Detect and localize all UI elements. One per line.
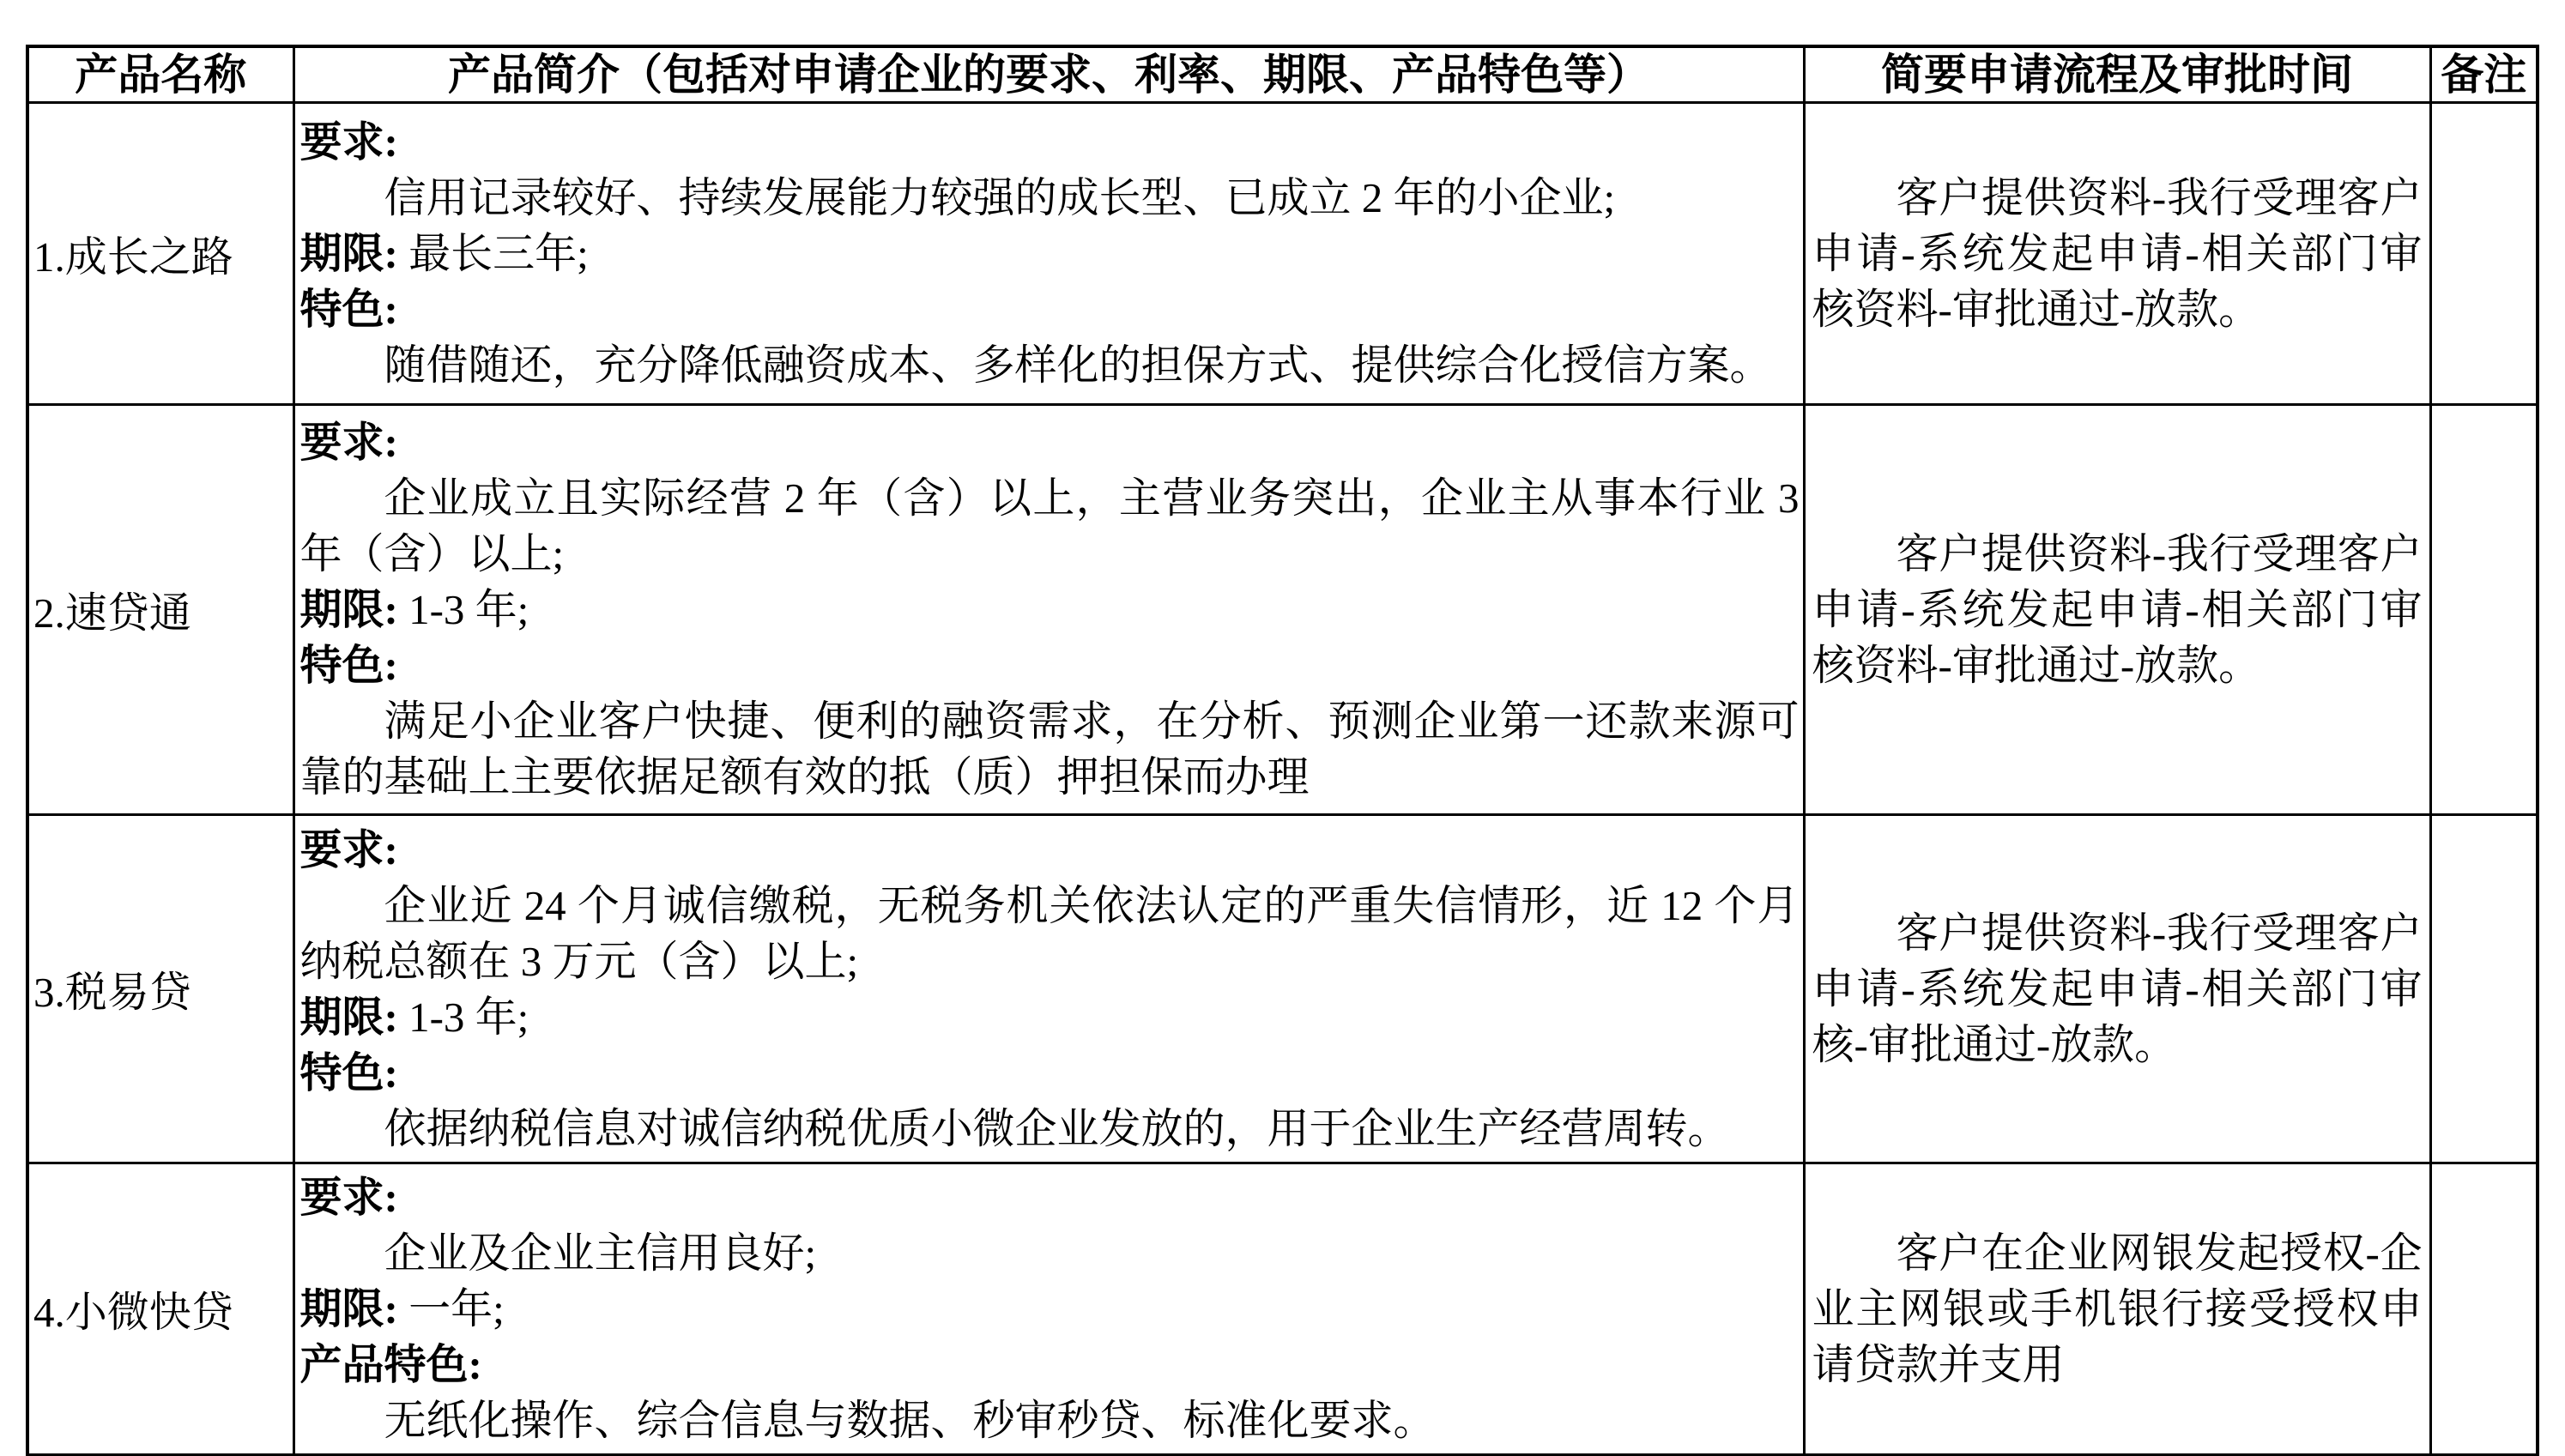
product-intro-cell bbox=[293, 815, 1804, 1163]
intro-line bbox=[300, 1169, 1800, 1225]
product-intro-cell bbox=[293, 1163, 1804, 1456]
product-intro-cell bbox=[293, 405, 1804, 815]
product-intro-cell bbox=[293, 103, 1804, 405]
intro-line bbox=[300, 114, 1800, 170]
process-text: 客户在企业网银发起授权-企业主网银或手机银行接受授权申请贷款并支用 bbox=[1812, 1229, 2423, 1388]
header-product-intro: 产品简介（包括对申请企业的要求、利率、期限、产品特色等） bbox=[293, 46, 1804, 103]
process-cell bbox=[1804, 103, 2430, 405]
intro-label: 产品特色: bbox=[299, 1341, 482, 1388]
product-name-cell: 3.税易贷 bbox=[27, 815, 293, 1163]
intro-line: 企业成立且实际经营 2 年（含）以上，主营业务突出，企业主从事本行业 3 年（含）以上; bbox=[299, 474, 1800, 577]
loan-products-table bbox=[26, 45, 2539, 1456]
remark-cell bbox=[2430, 815, 2538, 1163]
table-row bbox=[27, 103, 2538, 405]
intro-line: 企业近 24 个月诚信缴税，无税务机关依法认定的严重失信情形，近 12 个月纳税总额在 3 万元（含）以上; bbox=[299, 881, 1800, 985]
intro-line bbox=[300, 1337, 1800, 1393]
intro-line: 无纸化操作、综合信息与数据、秒审秒贷、标准化要求。 bbox=[384, 1397, 1436, 1444]
process-cell bbox=[1804, 815, 2430, 1163]
intro-label: 要求: bbox=[299, 825, 398, 873]
remark-cell bbox=[2430, 1163, 2538, 1456]
header-process: 简要申请流程及审批时间 bbox=[1804, 46, 2430, 103]
intro-label: 要求: bbox=[299, 1174, 398, 1221]
intro-label: 特色: bbox=[299, 642, 398, 689]
intro-line bbox=[300, 414, 1800, 470]
intro-label: 要求: bbox=[299, 118, 398, 166]
header-product-name: 产品名称 bbox=[27, 46, 293, 103]
process-cell bbox=[1804, 1163, 2430, 1456]
intro-line: 满足小企业客户快捷、便利的融资需求，在分析、预测企业第一还款来源可靠的基础上主要依据足额有效的抵（质）押担保而办理 bbox=[299, 698, 1800, 800]
intro-label: 期限: bbox=[299, 1285, 398, 1332]
intro-line bbox=[300, 1045, 1800, 1101]
intro-label: 特色: bbox=[299, 286, 398, 333]
intro-label: 期限: bbox=[299, 993, 398, 1041]
intro-line: 期限: 最长三年; bbox=[299, 230, 589, 277]
process-text: 客户提供资料-我行受理客户申请-系统发起申请-相关部门审核资料-审批通过-放款。 bbox=[1812, 174, 2423, 333]
intro-line: 信用记录较好、持续发展能力较强的成长型、已成立 2 年的小企业; bbox=[384, 174, 1616, 221]
process-text: 客户提供资料-我行受理客户申请-系统发起申请-相关部门审核-审批通过-放款。 bbox=[1812, 909, 2423, 1068]
table-row bbox=[27, 1163, 2538, 1456]
header-row bbox=[27, 46, 2538, 103]
intro-label: 要求: bbox=[299, 419, 398, 466]
remark-cell bbox=[2430, 405, 2538, 815]
intro-label: 期限: bbox=[299, 230, 398, 277]
product-name-cell: 1.成长之路 bbox=[27, 103, 293, 405]
table-row bbox=[27, 405, 2538, 815]
intro-line: 期限: 1-3 年; bbox=[299, 586, 529, 633]
remark-cell bbox=[2430, 103, 2538, 405]
intro-line: 企业及企业主信用良好; bbox=[384, 1229, 817, 1277]
intro-line: 期限: 一年; bbox=[299, 1285, 505, 1332]
intro-line bbox=[300, 637, 1800, 693]
product-name-cell: 4.小微快贷 bbox=[27, 1163, 293, 1456]
process-cell bbox=[1804, 405, 2430, 815]
intro-line bbox=[300, 281, 1800, 337]
intro-line: 期限: 1-3 年; bbox=[299, 993, 529, 1041]
intro-line: 依据纳税信息对诚信纳税优质小微企业发放的，用于企业生产经营周转。 bbox=[384, 1104, 1730, 1152]
intro-line bbox=[300, 822, 1800, 878]
intro-label: 期限: bbox=[299, 586, 398, 633]
header-remark: 备注 bbox=[2430, 46, 2538, 103]
table-row bbox=[27, 815, 2538, 1163]
process-text: 客户提供资料-我行受理客户申请-系统发起申请-相关部门审核资料-审批通过-放款。 bbox=[1812, 530, 2423, 689]
intro-label: 特色: bbox=[299, 1048, 398, 1097]
intro-line: 随借随还，充分降低融资成本、多样化的担保方式、提供综合化授信方案。 bbox=[384, 341, 1772, 389]
product-name-cell: 2.速贷通 bbox=[27, 405, 293, 815]
